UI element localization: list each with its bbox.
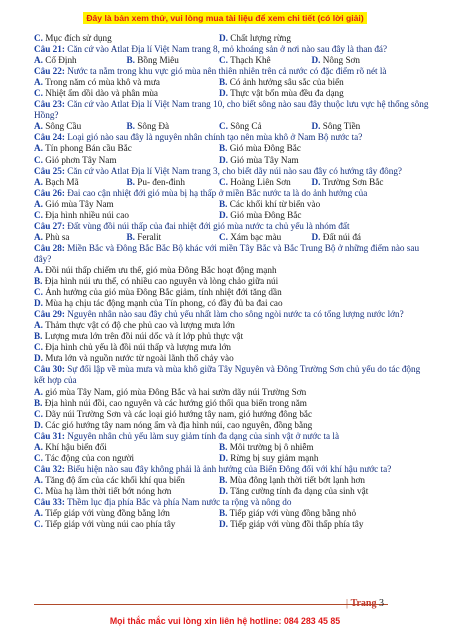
- answer-cell: [219, 232, 312, 243]
- answer-cell: [34, 508, 219, 519]
- preview-banner: [0, 8, 450, 26]
- question-stem: [34, 132, 432, 143]
- question-stem: [34, 188, 432, 199]
- option-letter: C.: [34, 342, 43, 353]
- page-number-value: 3: [379, 598, 384, 609]
- option-letter: C.: [34, 287, 43, 298]
- answer-cell: [219, 55, 312, 66]
- answer-option: [219, 442, 314, 452]
- answer-cell: [34, 475, 219, 486]
- question-number: Câu 31:: [34, 430, 65, 441]
- answer-cell: [34, 519, 219, 530]
- answer-option: [312, 55, 361, 65]
- option-text: Mùa hạ chịu tác động mạnh của Tín phong, có đầy đủ ba đai cao: [45, 298, 283, 309]
- option-text: Sông Đà: [137, 121, 170, 132]
- answer-option: [34, 177, 79, 187]
- option-letter: C.: [34, 485, 43, 496]
- preview-banner-text: Đây là bản xem thử, vui lòng mua tài liệu để xem chi tiết (có lời giải): [83, 12, 366, 24]
- question-stem: [34, 44, 432, 55]
- answer-cell: [127, 55, 220, 66]
- answer-row: [34, 298, 432, 309]
- option-text: Môi trường bị ô nhiễm: [229, 441, 314, 452]
- option-letter: D.: [219, 485, 228, 496]
- answer-option: [34, 287, 282, 297]
- question-text: Thềm lục địa phía Bắc và phía Nam nước ta rộng và nông do: [67, 496, 292, 507]
- answer-option: [312, 232, 362, 242]
- question-stem: [34, 309, 432, 320]
- option-text: Gió mùa Đông Bắc: [229, 143, 301, 154]
- answer-row: [34, 320, 432, 331]
- question-number: Câu 27:: [34, 220, 65, 231]
- option-text: Có ảnh hưởng sâu sắc của biển: [229, 77, 344, 88]
- answer-option: [219, 55, 271, 65]
- option-text: Rừng bị suy giảm mạnh: [230, 452, 319, 463]
- answer-cell: [127, 232, 220, 243]
- answer-row: [34, 453, 432, 464]
- option-text: Tiếp giáp với vùng đồi thấp phía tây: [230, 519, 364, 530]
- option-text: Mưa lớn và nguồn nước từ ngoài lãnh thổ chảy vào: [45, 353, 234, 364]
- answer-option: [127, 55, 179, 65]
- option-text: Sông Tiền: [322, 121, 361, 132]
- question-stem: [34, 166, 432, 177]
- answer-cell: [219, 519, 404, 530]
- option-text: Dãy núi Trường Sơn và các loại gió hướng tây nam, gió hướng đông bắc: [45, 408, 313, 419]
- answer-cell: [219, 210, 404, 221]
- answer-cell: [34, 210, 219, 221]
- option-text: Các gió hướng tây nam nóng ẩm và địa hình núi, cao nguyên, đồng bằng: [45, 419, 313, 430]
- option-text: Nông Sơn: [322, 55, 361, 66]
- option-text: Gió mùa Tây Nam: [230, 154, 299, 165]
- answer-option: [34, 353, 234, 363]
- option-letter: C.: [219, 176, 228, 187]
- answer-cell: [34, 155, 219, 166]
- answer-row: [34, 420, 432, 431]
- option-text: Tăng độ ẩm của các khối khí qua biển: [45, 474, 185, 485]
- option-letter: B.: [219, 143, 228, 154]
- answer-option: [34, 121, 81, 131]
- option-text: Địa hình núi đồi, cao nguyên và các hướng gió thổi qua biển trong năm: [44, 397, 307, 408]
- answer-option: [34, 519, 175, 529]
- answer-row: [34, 409, 432, 420]
- answer-row: [34, 77, 432, 88]
- option-text: Mục đích sử dụng: [45, 33, 112, 43]
- answer-option: [34, 88, 158, 98]
- answer-option: [34, 387, 306, 397]
- answer-option: [34, 232, 69, 242]
- option-letter: D.: [34, 419, 43, 430]
- answer-option: [219, 475, 365, 485]
- question-text: Nguyên nhân chủ yếu làm suy giảm tính đa dạng của sinh vật ở nước ta là: [67, 430, 340, 441]
- answer-row: [34, 475, 432, 486]
- option-text: Sông Cầu: [45, 121, 82, 132]
- answer-cell: [127, 121, 220, 132]
- answer-cell: [219, 33, 404, 44]
- answer-row: [34, 508, 432, 519]
- answer-cell: [34, 177, 127, 188]
- option-text: Thạch Khê: [230, 55, 271, 66]
- option-text: Nhiệt ẩm dồi dào và phân mùa: [45, 88, 159, 99]
- question-text: Biểu hiện nào sau đây không phải là ảnh hưởng của Biển Đông đối với khí hậu nước ta?: [67, 463, 392, 474]
- option-text: Tác động của con người: [45, 452, 135, 463]
- answer-cell: [219, 77, 404, 88]
- question-number: Câu 26:: [34, 187, 65, 198]
- question-number: Câu 22:: [34, 66, 65, 77]
- option-letter: D.: [219, 519, 228, 530]
- question-stem: [34, 431, 432, 442]
- question-stem: [34, 364, 432, 386]
- answer-row: [34, 519, 432, 530]
- answer-option: [34, 420, 312, 430]
- option-letter: C.: [34, 88, 43, 99]
- option-letter: D.: [219, 88, 228, 99]
- answer-row: [34, 177, 432, 188]
- answer-option: [34, 265, 277, 275]
- option-letter: C.: [34, 408, 43, 419]
- answer-row: [34, 276, 432, 287]
- answer-row: [34, 265, 432, 276]
- answer-option: [219, 143, 301, 153]
- answer-cell: [34, 232, 127, 243]
- answer-option: [219, 519, 363, 529]
- option-letter: A.: [34, 176, 43, 187]
- answer-option: [34, 342, 231, 352]
- answer-option: [219, 486, 368, 496]
- option-letter: A.: [34, 508, 43, 519]
- option-letter: D.: [219, 452, 228, 463]
- option-text: Xám bạc màu: [230, 231, 282, 242]
- option-text: Khí hậu biến đổi: [45, 441, 107, 452]
- question-text: Nước ta nằm trong khu vực gió mùa nên thiên nhiên trên cả nước có đặc điểm rõ nét là: [67, 66, 387, 77]
- answer-cell: [219, 475, 404, 486]
- option-letter: B.: [34, 331, 43, 342]
- answer-option: [312, 121, 361, 131]
- answer-row: [34, 33, 432, 44]
- answer-option: [219, 121, 262, 131]
- answer-option: [34, 199, 114, 209]
- option-letter: C.: [34, 452, 43, 463]
- question-text: Nguyên nhân nào sau đây chủ yếu nhất làm cho sông ngòi nước ta có tổng lượng nước lớn?: [67, 309, 404, 320]
- option-text: Cổ Định: [45, 55, 77, 66]
- question-text: Căn cứ vào Atlat Địa lí Việt Nam trang 10, cho biết sông nào sau đây thuộc lưu vực hệ thống sông Hồng?: [34, 99, 429, 121]
- option-text: Thực vật bốn mùa đều đa dạng: [230, 88, 344, 99]
- option-text: Trong năm có mùa khô và mưa: [45, 77, 160, 88]
- answer-row: [34, 486, 432, 497]
- option-text: Tiếp giáp với vùng đồng bằng nhỏ: [229, 508, 357, 519]
- option-text: Địa hình nhiều núi cao: [45, 209, 129, 220]
- option-letter: B.: [126, 231, 135, 242]
- answer-option: [34, 210, 129, 220]
- option-letter: A.: [34, 474, 43, 485]
- option-letter: B.: [34, 276, 43, 287]
- option-letter: C.: [34, 209, 43, 220]
- option-letter: A.: [34, 198, 43, 209]
- answer-option: [34, 33, 112, 43]
- question-stem: [34, 99, 432, 121]
- answer-row: [34, 342, 432, 353]
- answer-row: [34, 143, 432, 154]
- option-letter: D.: [219, 154, 228, 165]
- answer-cell: [34, 77, 219, 88]
- answer-cell: [219, 88, 404, 99]
- question-number: Câu 30:: [34, 364, 65, 375]
- answer-cell: [312, 232, 405, 243]
- option-text: Thảm thực vật có độ che phủ cao và lượng mưa lớn: [45, 320, 235, 331]
- hotline-text: Mọi thắc mắc vui lòng xin liên hệ hotline: 084 283 45 85: [109, 616, 341, 626]
- option-letter: D.: [34, 353, 43, 364]
- option-letter: D.: [311, 176, 321, 187]
- answer-cell: [219, 121, 312, 132]
- answer-option: [219, 199, 320, 209]
- option-letter: C.: [219, 55, 228, 66]
- option-text: Feralit: [137, 231, 162, 242]
- option-letter: B.: [219, 77, 228, 88]
- option-text: Phù sa: [45, 231, 70, 242]
- question-number: Câu 28:: [34, 242, 65, 253]
- option-text: Bạch Mã: [45, 176, 79, 187]
- option-text: Sông Cả: [230, 121, 262, 132]
- option-text: Mùa đông lạnh thời tiết bớt lạnh hơn: [229, 474, 366, 485]
- option-letter: B.: [34, 397, 43, 408]
- answer-cell: [219, 143, 404, 154]
- question-stem: [34, 464, 432, 475]
- option-letter: C.: [34, 154, 43, 165]
- question-stem: [34, 243, 432, 265]
- option-text: Chất lượng rừng: [230, 33, 291, 43]
- question-text: Sự đối lập về mùa mưa và mùa khô giữa Tây Nguyên và Đông Trường Sơn chủ yếu do tác động kết hợp của: [34, 364, 421, 386]
- answer-option: [127, 121, 170, 131]
- answer-option: [219, 210, 301, 220]
- answer-row: [34, 353, 432, 364]
- option-letter: A.: [34, 264, 43, 275]
- answer-option: [34, 442, 107, 452]
- question-number: Câu 29:: [34, 309, 65, 320]
- option-text: Các khối khí từ biển vào: [229, 198, 321, 209]
- answer-cell: [34, 55, 127, 66]
- option-letter: B.: [126, 121, 135, 132]
- answer-option: [219, 155, 299, 165]
- option-text: Đồi núi thấp chiếm ưu thế, gió mùa Đông Bắc hoạt động mạnh: [45, 264, 277, 275]
- option-letter: D.: [34, 298, 43, 309]
- option-letter: B.: [219, 474, 228, 485]
- question-number: Câu 23:: [34, 99, 65, 110]
- option-letter: A.: [34, 121, 43, 132]
- answer-cell: [312, 55, 405, 66]
- option-letter: D.: [311, 55, 321, 66]
- option-text: Địa hình chủ yếu là đồi núi thấp và lượng mưa lớn: [45, 342, 232, 353]
- answer-option: [34, 55, 77, 65]
- answer-option: [34, 276, 278, 286]
- option-letter: A.: [34, 441, 43, 452]
- answer-option: [219, 177, 291, 187]
- option-text: Ảnh hưởng của gió mùa Đông Bắc giảm, tính nhiệt đới tăng dần: [45, 287, 282, 298]
- answer-option: [219, 33, 291, 43]
- question-text: Căn cứ vào Atlat Địa lí Việt Nam trang 3, cho biết dãy núi nào sau đây có hướng tây đông?: [67, 165, 403, 176]
- question-text: Loại gió nào sau đây là nguyên nhân chính tạo nên mùa khô ở Nam Bộ nước ta?: [67, 132, 363, 143]
- option-letter: B.: [219, 198, 228, 209]
- question-text: Đai cao cận nhiệt đới gió mùa bị hạ thấp ở miền Bắc nước ta là do ảnh hưởng của: [67, 187, 368, 198]
- answer-cell: [312, 121, 405, 132]
- answer-cell: [34, 143, 219, 154]
- option-letter: D.: [219, 33, 228, 43]
- answer-option: [127, 232, 162, 242]
- answer-cell: [312, 177, 405, 188]
- option-letter: A.: [34, 55, 43, 66]
- option-text: Tiếp giáp với vùng đồng bằng lớn: [45, 508, 170, 519]
- answer-option: [127, 177, 185, 187]
- option-text: Tiếp giáp với vùng núi cao phía tây: [45, 519, 176, 530]
- question-stem: [34, 497, 432, 508]
- answer-row: [34, 232, 432, 243]
- option-text: Địa hình núi ưu thế, có nhiều cao nguyên và lòng chảo giữa núi: [44, 276, 279, 287]
- question-number: Câu 25:: [34, 165, 65, 176]
- answer-cell: [219, 453, 404, 464]
- option-letter: A.: [34, 386, 43, 397]
- answer-option: [219, 453, 318, 463]
- answer-option: [219, 77, 344, 87]
- answer-option: [34, 475, 185, 485]
- answer-option: [34, 398, 307, 408]
- answer-option: [34, 143, 132, 153]
- answer-option: [34, 155, 117, 165]
- answer-row: [34, 331, 432, 342]
- option-text: Đất núi đá: [322, 231, 362, 242]
- option-text: Bồng Miêu: [137, 55, 179, 66]
- option-letter: A.: [34, 320, 43, 331]
- answer-cell: [34, 486, 219, 497]
- option-letter: C.: [34, 33, 43, 43]
- answer-cell: [219, 508, 404, 519]
- answer-cell: [127, 177, 220, 188]
- question-number: Câu 21:: [34, 44, 65, 55]
- option-letter: A.: [34, 231, 43, 242]
- answer-option: [219, 232, 281, 242]
- answer-option: [34, 331, 243, 341]
- answer-option: [34, 409, 312, 419]
- answer-cell: [34, 33, 219, 44]
- answer-row: [34, 121, 432, 132]
- answer-option: [219, 508, 356, 518]
- answer-option: [219, 88, 344, 98]
- answer-cell: [219, 177, 312, 188]
- option-letter: B.: [219, 508, 228, 519]
- option-letter: A.: [34, 143, 43, 154]
- question-stem: [34, 221, 432, 232]
- answer-cell: [34, 88, 219, 99]
- option-letter: A.: [34, 77, 43, 88]
- answer-cell: [219, 155, 404, 166]
- question-stem: [34, 66, 432, 77]
- footer-divider: [34, 604, 388, 605]
- question-number: Câu 24:: [34, 132, 65, 143]
- answer-row: [34, 287, 432, 298]
- answer-option: [34, 320, 235, 330]
- answer-row: [34, 387, 432, 398]
- option-text: Mùa hạ làm thời tiết bớt nóng hơn: [45, 485, 172, 496]
- answer-option: [34, 486, 171, 496]
- answer-row: [34, 398, 432, 409]
- option-letter: B.: [126, 55, 135, 66]
- option-text: Tăng cường tính đa dạng của sinh vật: [230, 485, 369, 496]
- answer-row: [34, 55, 432, 66]
- answer-option: [34, 453, 134, 463]
- option-text: Gió mùa Đông Bắc: [230, 209, 302, 220]
- answer-cell: [219, 199, 404, 210]
- option-letter: D.: [219, 209, 228, 220]
- option-letter: D.: [311, 231, 321, 242]
- option-letter: C.: [219, 231, 228, 242]
- answer-option: [312, 177, 384, 187]
- answer-row: [34, 210, 432, 221]
- option-text: Pu- đen-đinh: [137, 176, 185, 187]
- answer-cell: [34, 121, 127, 132]
- question-number: Câu 32:: [34, 463, 65, 474]
- answer-row: [34, 442, 432, 453]
- answer-row: [34, 155, 432, 166]
- answer-cell: [219, 486, 404, 497]
- answer-option: [34, 77, 160, 87]
- page-number: | Trang 3: [346, 598, 384, 609]
- answer-cell: [34, 453, 219, 464]
- option-letter: C.: [34, 519, 43, 530]
- option-letter: B.: [126, 176, 135, 187]
- answer-cell: [34, 199, 219, 210]
- option-text: Trường Sơn Bắc: [322, 176, 384, 187]
- question-number: Câu 33:: [34, 496, 65, 507]
- answer-option: [34, 508, 170, 518]
- answer-cell: [34, 442, 219, 453]
- option-text: Lượng mưa lớn trên đồi núi dốc và ít lớp phủ thực vật: [44, 331, 244, 342]
- question-content: [34, 33, 432, 530]
- answer-row: [34, 88, 432, 99]
- option-letter: D.: [311, 121, 321, 132]
- page-label: Trang: [350, 598, 377, 609]
- option-text: Tín phong Bán cầu Bắc: [45, 143, 132, 154]
- answer-option: [34, 298, 283, 308]
- option-text: Gió mùa Tây Nam: [45, 198, 114, 209]
- answer-row: [34, 199, 432, 210]
- option-text: gió mùa Tây Nam, gió mùa Đông Bắc và hai sườn dãy núi Trường Sơn: [45, 386, 307, 397]
- option-text: Gió phơn Tây Nam: [45, 154, 117, 165]
- option-letter: B.: [219, 441, 228, 452]
- question-text: Miền Bắc và Đông Bắc Bắc Bộ khác với miền Tây Bắc và Bắc Trung Bộ ở những điểm nào sau đây?: [34, 242, 420, 264]
- question-text: Căn cứ vào Atlat Địa lí Việt Nam trang 8, mỏ khoáng sản ở nơi nào sau đây là than đá?: [67, 44, 388, 55]
- option-text: Hoàng Liên Sơn: [230, 176, 291, 187]
- option-letter: C.: [219, 121, 228, 132]
- question-text: Đất vùng đồi núi thấp của đai nhiệt đới gió mùa nước ta chủ yếu là nhóm đất: [67, 220, 350, 231]
- answer-cell: [219, 442, 404, 453]
